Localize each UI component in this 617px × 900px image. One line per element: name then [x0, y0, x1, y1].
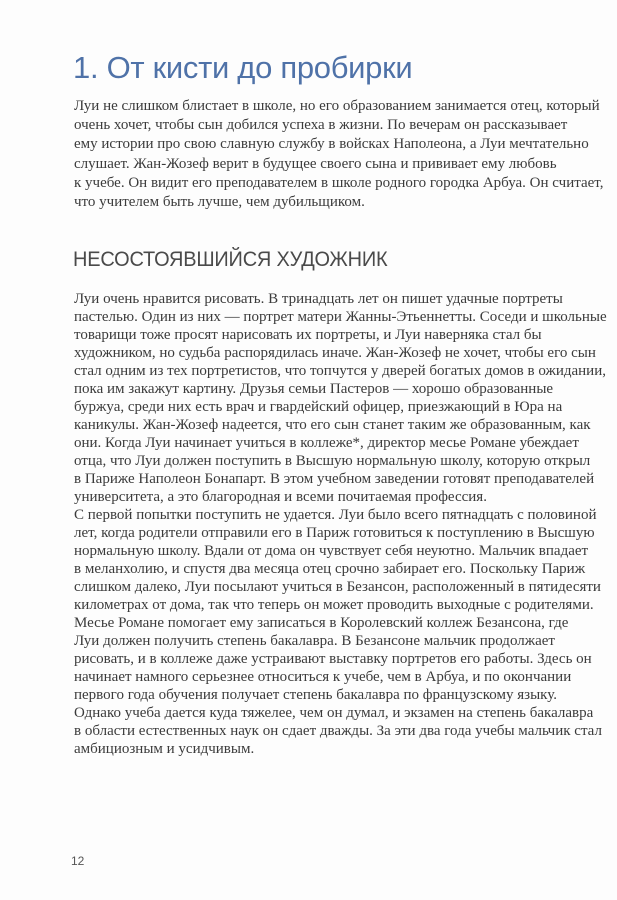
text-line: Луи не слишком блистает в школе, но его образованием занимается отец, который	[74, 98, 600, 114]
text-line: буржуа, среди них есть врач и гвардейский офицер, приезжающий в Юра на	[74, 399, 563, 415]
text-line: начинает намного серьезнее относиться к учебе, чем в Арбуа, и по окончании	[74, 669, 572, 685]
intro-paragraph	[74, 97, 603, 212]
text-line: каникулы. Жан-Жозеф надеется, что его сын станет таким же образованным, как	[74, 417, 591, 433]
text-line: в Париже Наполеон Бонапарт. В этом учебном заведении готовят преподавателей	[74, 471, 595, 487]
text-line: к учебе. Он видит его преподавателем в школе родного городка Арбуа. Он считает,	[74, 174, 604, 191]
text-line: стал одним из тех портретистов, что топчутся у дверей богатых домов в ожидании,	[74, 363, 606, 379]
text-line: С первой попытки поступить не удается. Луи было всего пятнадцать с половиной	[74, 507, 597, 523]
text-line: пока им закажут картину. Друзья семьи Пастеров — хорошо образованные	[74, 381, 554, 397]
text-line: рисовать, и в коллеже даже устраивают выставку портретов его работы. Здесь он	[74, 651, 592, 667]
text-line: художником, но судьба распорядилась иначе. Жан-Жозеф не хочет, чтобы его сын	[74, 345, 596, 361]
text-line: очень хочет, чтобы сын добился успеха в жизни. По вечерам он рассказывает	[74, 117, 568, 134]
text-line: слишком далеко, Луи посылают учиться в Безансон, расположенный в пятидесяти	[74, 579, 601, 595]
text-line: в области естественных наук он сдает дважды. За эти два года учебы мальчик стал	[74, 723, 602, 739]
text-line: километрах от дома, так что теперь он может проводить выходные с родителями.	[74, 597, 594, 613]
text-line: товарищи тоже просят нарисовать их портреты, и Луи наверняка стал бы	[74, 327, 542, 343]
text-line: Луи должен получить степень бакалавра. В Безансоне мальчик продолжает	[74, 633, 555, 649]
text-line: ему истории про свою славную службу в войсках Наполеона, а Луи мечтательно	[74, 136, 589, 153]
section-heading: НЕСОСТОЯВШИЙСЯ ХУДОЖНИК	[73, 248, 388, 271]
text-line: пастелью. Один из них — портрет матери Жанны-Этьеннетты. Соседи и школьные	[74, 309, 607, 325]
text-line: нормальную школу. Вдали от дома он чувствует себя неуютно. Мальчик впадает	[74, 543, 589, 559]
text-line: отца, что Луи должен поступить в Высшую нормальную школу, которую открыл	[74, 453, 591, 469]
text-line: Месье Романе помогает ему записаться в Королевский коллеж Безансона, где	[74, 615, 569, 631]
text-line: амбициозным и усидчивым.	[74, 741, 255, 757]
text-line: слушает. Жан-Жозеф верит в будущее своего сына и прививает ему любовь	[74, 155, 557, 172]
text-line: лет, когда родители отправили его в Париж готовиться к поступлению в Высшую	[74, 525, 595, 541]
text-line: что учителем быть лучше, чем дубильщиком.	[74, 193, 365, 210]
section-paragraphs	[74, 290, 607, 758]
text-line: университета, а это благородная и всеми почитаемая профессия.	[74, 489, 487, 505]
text-line: Луи очень нравится рисовать. В тринадцать лет он пишет удачные портреты	[74, 291, 563, 307]
chapter-title: 1. От кисти до пробирки	[73, 50, 413, 85]
text-line: они. Когда Луи начинает учиться в коллеже*, директор месье Романе убеждает	[74, 435, 579, 451]
text-line: первого года обучения получает степень бакалавра по французскому языку.	[74, 687, 557, 703]
page-number: 12	[71, 854, 85, 868]
text-line: в меланхолию, и спустя два месяца отец срочно забирает его. Поскольку Париж	[74, 561, 586, 577]
text-line: Однако учеба дается куда тяжелее, чем он думал, и экзамен на степень бакалавра	[74, 705, 594, 721]
